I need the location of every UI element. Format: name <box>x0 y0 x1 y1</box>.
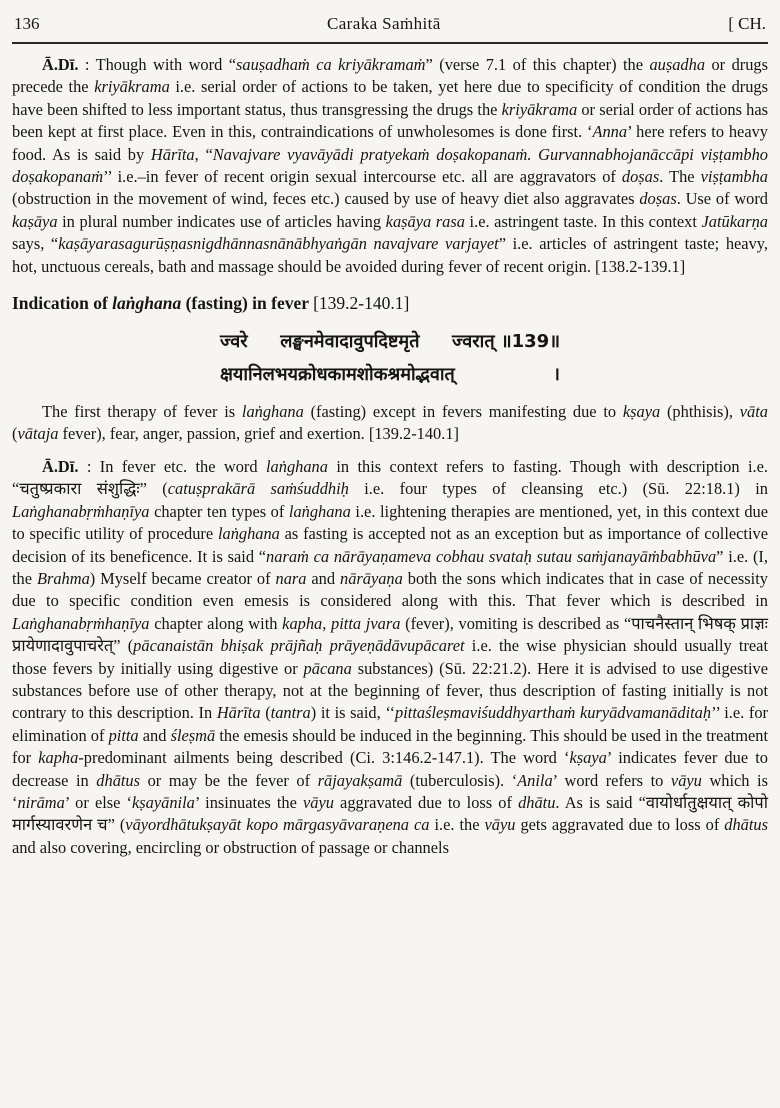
sanskrit-verse <box>220 325 560 391</box>
commentary-paragraph-1: Ā.Dī. : Though with word “sauṣadhaṁ ca kriyākramaṁ” (verse 7.1 of this chapter) the auṣadha or drugs precede the kriyākrama i.e. serial order of actions to be taken, yet here due to specificity of condition the drugs have been shifted to less important status, thus transgressing the drugs the kriyākrama or serial order of actions has been kept at first place. Even in this, contraindications of unwholesomes is done first. ‘Anna’ here refers to heavy food. As is said by Hārīta, “Navajvare vyavāyādi pratyekaṁ doṣakopanaṁ. Gurvannabhojanāccāpi viṣṭambho doṣakopanaṁ’’ i.e.–in fever of recent origin sexual intercourse etc. all are aggravators of doṣas. The viṣṭambha (obstruction in the movement of wind, feces etc.) caused by use of heavy diet also aggravates doṣas. Use of word kaṣāya in plural number indicates use of articles having kaṣāya rasa i.e. astringent taste. In this context Jatūkarṇa says, “kaṣāyarasagurūṣṇasnigdhānnasnānābhyaṅgān navajvare varjayet” i.e. articles of astringent taste; heavy, hot, unctuous cereals, bath and massage should be avoided during fever of recent origin. [138.2-139.1] <box>12 55 769 276</box>
verse-line-1 <box>220 325 560 358</box>
translation-paragraph: The first therapy of fever is laṅghana (fasting) except in fevers manifesting due to kṣaya (phthisis), vāta (vātaja fever), fear, anger, passion, grief and exertion. [139.2-140.1] <box>12 402 768 444</box>
commentary-paragraph-2: Ā.Dī. : In fever etc. the word laṅghana in this context refers to fasting. Though with description i.e. “चतुष्प्रकारा संशुद्धिः” (catuṣprakārā saṁśuddhiḥ i.e. four types of cleansing etc.) (Sū. 22:18.1) in Laṅghanabṛṁhaṇīya chapter ten types of laṅghana i.e. lightening therapies are mentioned, yet, in this context due to specific utility of procedure laṅghana as fasting is accepted not as an exception but as importance of collective decision of its beneficence. It is said “naraṁ ca nārāyaṇameva cobhau svataḥ sutau saṁjanayāṁbabhūva” i.e. (I, the Brahma) Myself became creator of nara and nārāyaṇa both the sons which indicates that in case of necessity due to specific condition even emesis is considered along with this. That fever which is described in Laṅghanabṛṁhaṇīya chapter along with kapha, pitta jvara (fever), vomiting is described as “पाचनैस्तान् भिषक् प्राज्ञः प्रायेणादावुपाचरेत्” (pācanaistān bhiṣak prājñaḥ prāyeṇādāvupācaret i.e. the wise physician should usually treat those fevers by initially using digestive or pācana substances) (Sū. 22:21.2). Here it is advised to use digestive substances before use of other therapy, not at the beginning of fever, thus description of fasting initially is not contrary to this description. In Hārīta (tantra) it is said, ‘‘pittaśleṣmaviśuddhyarthaṁ kuryādvamanāditaḥ’’ i.e. for elimination of pitta and śleṣmā the emesis should be induced in the beginning. This should be used in the treatment for kapha-predominant ailments being described (Ci. 3:146.2-147.1). The word ‘kṣaya’ indicates fever due to decrease in dhātus or may be the fever of rājayakṣamā (tuberculosis). ‘Anila’ word refers to vāyu which is ‘nirāma’ or else ‘kṣayānila’ insinuates the vāyu aggravated due to loss of dhātu. As is said “वायोर्धातुक्षयात् कोपो मार्गस्यावरणेन च” (vāyordhātukṣayāt kopo mārgasyāvaraṇena ca i.e. the vāyu gets aggravated due to loss of dhātus and also covering, encircling or obstruction of passage or channels <box>12 456 769 857</box>
verse-word: ज्वरात् ॥139॥ <box>452 331 560 353</box>
section-heading: Indication of laṅghana (fasting) in fever [139.2-140.1] <box>12 293 410 314</box>
header-divider <box>12 42 768 44</box>
verse-word: ज्वरे <box>220 331 248 353</box>
running-title: Caraka Saṁhitā <box>327 14 441 33</box>
verse-word: क्षयानिलभयक्रोधकामशोकश्रमोद्भवात् <box>220 364 455 386</box>
page-number: 136 <box>14 14 40 33</box>
verse-word: । <box>553 364 560 386</box>
page-header <box>12 14 768 34</box>
verse-line-2 <box>220 358 560 391</box>
verse-word: लङ्घनमेवादावुपदिष्टमृते <box>280 331 420 353</box>
chapter-marker: [ CH. <box>728 14 766 33</box>
